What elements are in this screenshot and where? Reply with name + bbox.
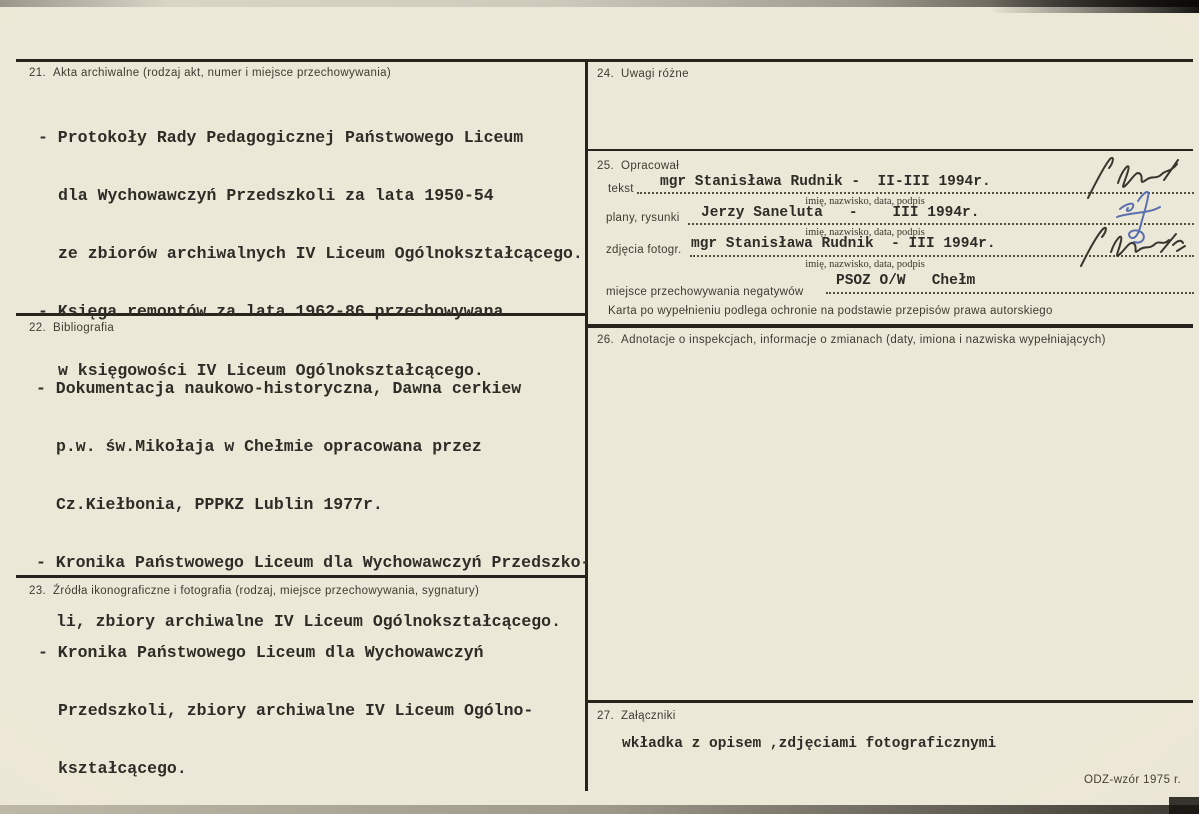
section-27-label [597, 710, 676, 722]
field-value-negatywy: PSOZ O/W Chełm [836, 273, 976, 289]
dotted-line-plany [688, 223, 1194, 225]
signature-stroke [1111, 234, 1185, 256]
rule-right-25 [585, 149, 1193, 151]
typewritten-line: Cz.Kiełbonia, PPPKZ Lublin 1977r. [56, 495, 383, 515]
section-21-number: 21. [29, 67, 47, 79]
section-26-label [597, 334, 1106, 346]
section-24-number: 24. [597, 68, 615, 80]
section-23-number: 23. [29, 585, 47, 597]
field-value-plany: Jerzy Saneluta - III 1994r. [701, 205, 980, 221]
typewritten-line: Przedszkoli, zbiory archiwalne IV Liceum Ogólno- [58, 701, 534, 721]
rule-right-26 [585, 324, 1193, 328]
typewritten-line: - Kronika Państwowego Liceum dla Wychowawczyń [38, 642, 484, 662]
section-23-label [29, 585, 479, 597]
typewritten-line: - Kronika Państwowego Liceum dla Wychowawczyń Przedszko- [36, 553, 591, 573]
field-value-tekst: mgr Stanisława Rudnik - II-III 1994r. [660, 174, 991, 190]
typewritten-line: - Dokumentacja naukowo-historyczna, Dawna cerkiew [36, 378, 522, 398]
section-22-label [29, 322, 114, 334]
signature-stroke [1081, 228, 1106, 266]
copyright-note: Karta po wypełnieniu podlega ochronie na podstawie przepisów prawa autorskiego [608, 305, 1053, 317]
dotted-line-zdjecia [690, 255, 1194, 257]
typewritten-line: p.w. św.Mikołaja w Chełmie opracowana przez [56, 437, 482, 457]
section-27-body: wkładka z opisem ,zdjęciami fotograficznymi [622, 736, 997, 752]
section-27-title: Załączniki [621, 710, 676, 722]
section-22-number: 22. [29, 322, 47, 334]
typewritten-line: - Protokoły Rady Pedagogicznej Państwowego Liceum [38, 127, 524, 147]
signature-plany [1110, 185, 1172, 251]
typewritten-line: w księgowości IV Liceum Ogólnokształcącego. [58, 360, 484, 380]
field-value-zdjecia: mgr Stanisława Rudnik - III 1994r. [691, 236, 996, 252]
section-25-title: Opracował [621, 160, 680, 172]
scan-edge-top-right [989, 0, 1199, 13]
field-label-plany: plany, rysunki [606, 212, 680, 224]
field-caption-tekst: imię, nazwisko, data, podpis [805, 196, 925, 207]
section-24-label [597, 68, 689, 80]
section-27-number: 27. [597, 710, 615, 722]
signature-stroke [1117, 192, 1160, 243]
section-21-label [29, 67, 391, 79]
typewritten-line: li, zbiory archiwalne IV Liceum Ogólnokształcącego. [56, 611, 561, 631]
signature-zdjecia [1075, 221, 1187, 269]
field-label-negatywy: miejsce przechowywania negatywów [606, 286, 804, 298]
section-26-title: Adnotacje o inspekcjach, informacje o zmianach (daty, imiona i nazwiska wypełniających) [621, 334, 1106, 346]
form-code: ODZ-wzór 1975 r. [1084, 774, 1182, 786]
section-25-label [597, 160, 679, 172]
dotted-line-tekst [637, 192, 1194, 194]
field-label-zdjecia: zdjęcia fotogr. [606, 244, 682, 256]
section-23-body [38, 604, 533, 814]
signature-stroke [1118, 160, 1178, 187]
section-24-title: Uwagi różne [621, 68, 689, 80]
scan-edge-bottom-right [1169, 797, 1199, 814]
typewritten-line: ze zbiorów archiwalnych IV Liceum Ogólnokształcącego. [58, 244, 583, 264]
dotted-line-negatywy [826, 292, 1194, 294]
section-22-title: Bibliografia [53, 322, 115, 334]
field-caption-plany: imię, nazwisko, data, podpis [805, 227, 925, 238]
typewritten-line: dla Wychowawczyń Przedszkoli za lata 1950-54 [58, 186, 494, 206]
typewritten-line: kształcącego. [58, 759, 187, 779]
field-caption-zdjecia: imię, nazwisko, data, podpis [805, 259, 925, 270]
section-25-number: 25. [597, 160, 615, 172]
section-23-title: Źródła ikonograficzne i fotografia (rodzaj, miejsce przechowywania, sygnatury) [53, 585, 480, 597]
typewritten-line: - Księga remontów za lata 1962-86 przechowywana [38, 302, 504, 322]
rule-top [16, 59, 1193, 62]
field-label-tekst: tekst [608, 183, 634, 195]
section-21-title: Akta archiwalne (rodzaj akt, numer i miejsce przechowywania) [53, 67, 392, 79]
section-26-number: 26. [597, 334, 615, 346]
rule-right-27 [585, 700, 1193, 703]
